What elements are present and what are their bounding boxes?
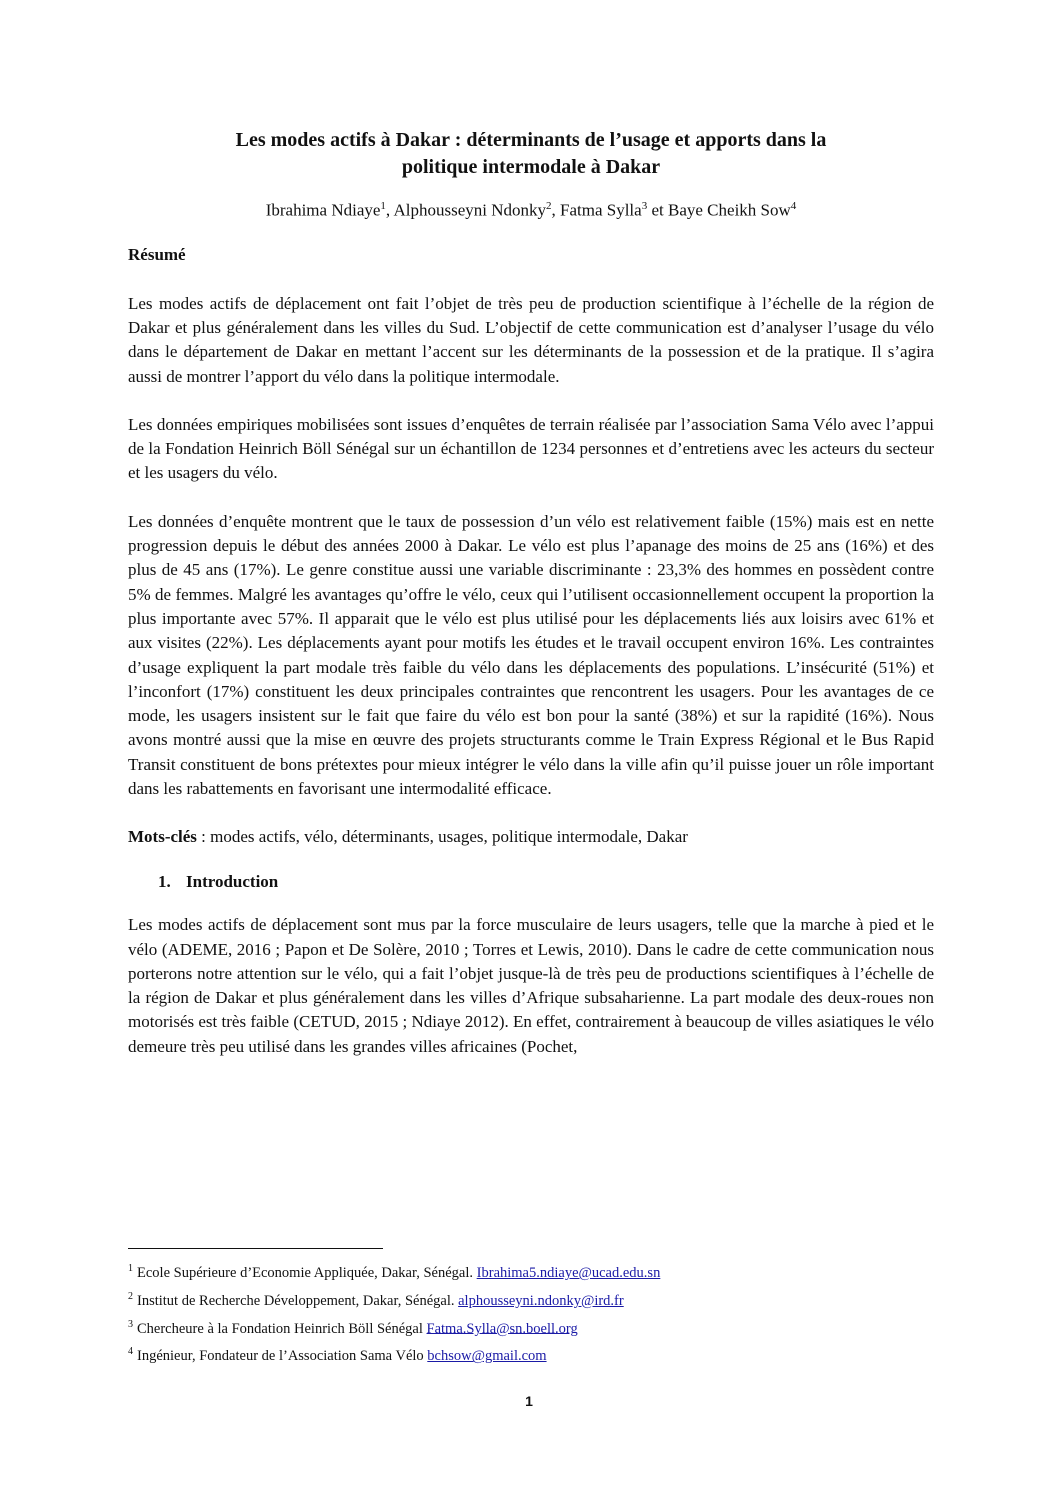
- section-number: 1.: [158, 872, 171, 892]
- footnote-mark: 1: [128, 1263, 133, 1274]
- author-footnote-mark[interactable]: 1: [380, 200, 386, 212]
- paper-title-line-2: politique intermodale à Dakar: [401, 156, 661, 178]
- email-link[interactable]: Fatma.Sylla@sn.boell.org: [426, 1320, 578, 1337]
- abstract-paragraph-3: Les données d’enquête montrent que le taux de possession d’un vélo est relativement faible (15%) mais est en nette progression depuis le début des années 2000 à Dakar. Le vélo est plus l’apanage des moins de 25 ans (16%) et des plus de 45 ans (17%). Le genre constitue aussi une variable discriminante : 23,3% des hommes en possèdent contre 5% de femmes. Malgré les avantages qu’offre le vélo, ceux qui l’utilisent occasionnellement occupent la proportion la plus importante avec 57%. Il apparait que le vélo est plus utilisé pour les déplacements liés aux loisirs avec 61% et aux visites (22%). Les déplacements ayant pour motifs les études et le travail occupent environ 16%. Les contraintes d’usage expliquent la part modale très faible du vélo dans les déplacements des populations. L’insécurité (51%) et l’inconfort (17%) constituent les deux principales contraintes que rencontrent les usagers. Pour les avantages de ce mode, les usagers insistent sur le fait que faire du vélo est bon pour la santé (38%) et sur la rapidité (16%). Nous avons montré aussi que la mise en œuvre des projets structurants comme le Train Express Régional et le Bus Rapid Transit constituent de bons prétextes pour mieux intégrer le vélo dans la ville afin qu’il puisse jouer un rôle important dans les rabattements en favorisant une intermodalité efficace.: [128, 511, 934, 798]
- section-heading-introduction: [158, 871, 934, 893]
- author-name: Fatma Sylla: [560, 200, 642, 220]
- author-footnote-mark[interactable]: 3: [641, 200, 648, 212]
- author-separator: ,: [551, 200, 561, 220]
- footnote-text: Ingénieur, Fondateur de l’Association Sama Vélo: [137, 1348, 428, 1365]
- abstract-paragraph-1: Les modes actifs de déplacement ont fait l’objet de très peu de production scientifique à l’échelle de la région de Dakar et plus généralement dans les villes du Sud. L’objectif de cette communication est d’analyser l’usage du vélo dans le département de Dakar en mettant l’accent sur les déterminants de la possession et de la pratique. Il s’agira aussi de montrer l’apport du vélo dans la politique intermodale.: [128, 293, 934, 386]
- page-number: 1: [525, 1393, 533, 1409]
- footnotes: [128, 1248, 934, 1368]
- author-footnote-mark[interactable]: 2: [546, 200, 552, 212]
- footnote-text: Chercheure à la Fondation Heinrich Böll Sénégal: [137, 1320, 427, 1337]
- keywords: [128, 825, 934, 849]
- abstract-heading: Résumé: [128, 244, 186, 264]
- email-link[interactable]: bchsow@gmail.com: [427, 1348, 547, 1365]
- keywords-label: Mots-clés: [128, 827, 197, 847]
- author-separator: et: [647, 200, 668, 220]
- abstract-paragraph-2: Les données empiriques mobilisées sont issues d’enquêtes de terrain réalisée par l’association Sama Vélo avec l’appui de la Fondation Heinrich Böll Sénégal sur un échantillon de 1234 personnes et d’entretiens avec les acteurs du secteur et les usagers du vélo.: [128, 414, 934, 483]
- footnote-4: [128, 1340, 934, 1368]
- author-name: Baye Cheikh Sow: [668, 200, 791, 220]
- section-title: Introduction: [186, 872, 279, 892]
- paper-title: [128, 127, 934, 181]
- footnote-mark: 4: [128, 1346, 133, 1358]
- email-link[interactable]: Ibrahima5.ndiaye@ucad.edu.sn: [476, 1264, 661, 1281]
- footnote-mark: 3: [128, 1318, 133, 1330]
- author-name: Alphousseyni Ndonky: [393, 200, 547, 220]
- footnote-1: [128, 1257, 934, 1285]
- introduction-paragraph: Les modes actifs de déplacement sont mus par la force musculaire de leurs usagers, telle que la marche à pied et le vélo (ADEME, 2016 ; Papon et De Solère, 2010 ; Torres et Lewis, 2010). Dans le cadre de cette communication nous porterons notre attention sur le vélo, qui a fait l’objet jusque-là de très peu de productions scientifiques à l’échelle de la région de Dakar et plus généralement dans les villes d’Afrique subsaharienne. La part modale des deux-roues non motorisés est très faible (CETUD, 2015 ; Ndiaye 2012). En effet, contrairement à beaucoup de villes asiatiques le vélo demeure très peu utilisé dans les grandes villes africaines (Pochet,: [128, 915, 934, 1056]
- author-list: [128, 195, 934, 222]
- footnote-2: [128, 1285, 934, 1313]
- footnote-3: [128, 1313, 934, 1341]
- keywords-text: : modes actifs, vélo, déterminants, usages, politique intermodale, Dakar: [196, 827, 688, 847]
- footnote-divider: [128, 1248, 383, 1249]
- author-footnote-mark[interactable]: 4: [790, 200, 797, 212]
- page-body: [128, 127, 934, 1083]
- author-separator: ,: [385, 200, 394, 220]
- footnote-text: Ecole Supérieure d’Economie Appliquée, Dakar, Sénégal.: [137, 1264, 477, 1281]
- footnote-mark: 2: [128, 1290, 133, 1302]
- paper-title-line-1: Les modes actifs à Dakar : déterminants de l’usage et apports dans la: [235, 129, 827, 151]
- email-link[interactable]: alphousseyni.ndonky@ird.fr: [458, 1292, 624, 1309]
- footnote-text: Institut de Recherche Développement, Dakar, Sénégal.: [137, 1292, 459, 1309]
- author-name: Ibrahima Ndiaye: [265, 200, 381, 220]
